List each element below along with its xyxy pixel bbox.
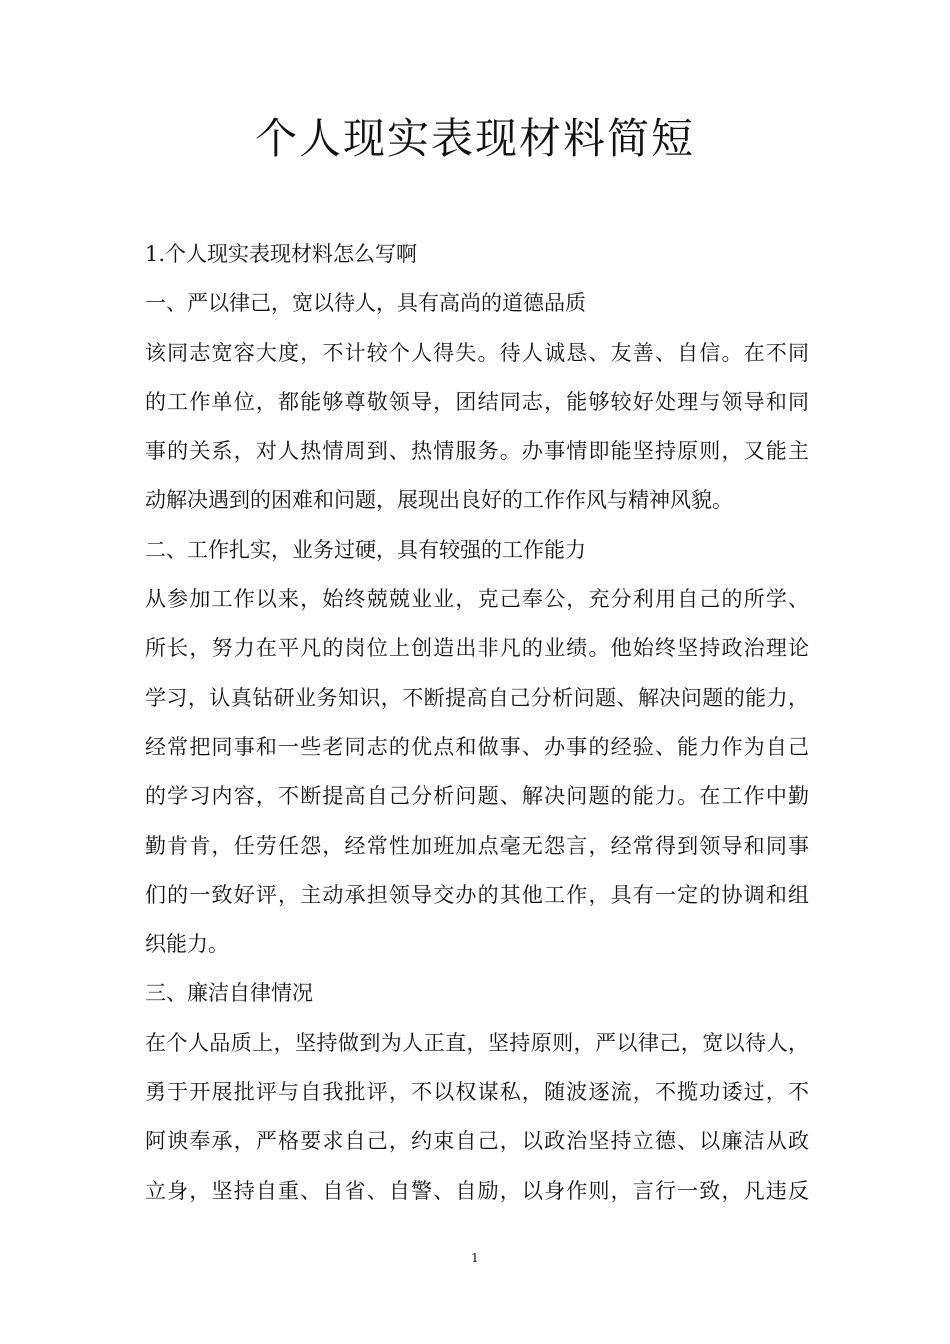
body-line: 立身，坚持自重、自省、自警、自励，以身作则，言行一致，凡违反: [145, 1178, 809, 1203]
body-line: 经常把同事和一些老同志的优点和做事、办事的经验、能力作为自己: [145, 734, 809, 759]
body-line: 事的关系，对人热情周到、热情服务。办事情即能坚持原则，又能主: [145, 439, 809, 464]
body-line: 该同志宽容大度，不计较个人得失。待人诚恳、友善、自信。在不同: [145, 340, 809, 365]
body-line: 动解决遇到的困难和问题，展现出良好的工作作风与精神风貌。: [145, 488, 733, 513]
document-body: [145, 230, 809, 1216]
body-line: 二、工作扎实，业务过硬，具有较强的工作能力: [145, 537, 586, 562]
body-line: 三、廉洁自律情况: [145, 981, 313, 1006]
document-title: 个人现实表现材料简短: [254, 114, 695, 163]
body-line: 一、严以律己，宽以待人，具有高尚的道德品质: [145, 291, 586, 316]
body-line: 1.个人现实表现材料怎么写啊: [145, 242, 418, 266]
body-line: 的学习内容，不断提高自己分析问题、解决问题的能力。在工作中勤: [145, 784, 809, 809]
body-line: 勇于开展批评与自我批评，不以权谋私，随波逐流，不揽功诿过，不: [145, 1080, 809, 1105]
body-line: 所长，努力在平凡的岗位上创造出非凡的业绩。他始终坚持政治理论: [145, 636, 809, 661]
page-number: 1: [471, 1251, 479, 1265]
body-line: 学习，认真钻研业务知识，不断提高自己分析问题、解决问题的能力，: [145, 685, 809, 710]
body-line: 们的一致好评，主动承担领导交办的其他工作，具有一定的协调和组: [145, 882, 809, 907]
body-line: 阿谀奉承，严格要求自己，约束自己，以政治坚持立德、以廉洁从政: [145, 1129, 809, 1154]
body-line: 的工作单位，都能够尊敬领导，团结同志，能够较好处理与领导和同: [145, 389, 809, 414]
body-line: 勤肯肯，任劳任怨，经常性加班加点毫无怨言，经常得到领导和同事: [145, 833, 809, 858]
body-line: 在个人品质上，坚持做到为人正直，坚持原则，严以律己，宽以待人，: [145, 1030, 809, 1055]
body-line: 从参加工作以来，始终兢兢业业，克己奉公，充分利用自己的所学、: [145, 587, 809, 612]
body-line: 织能力。: [145, 932, 229, 957]
